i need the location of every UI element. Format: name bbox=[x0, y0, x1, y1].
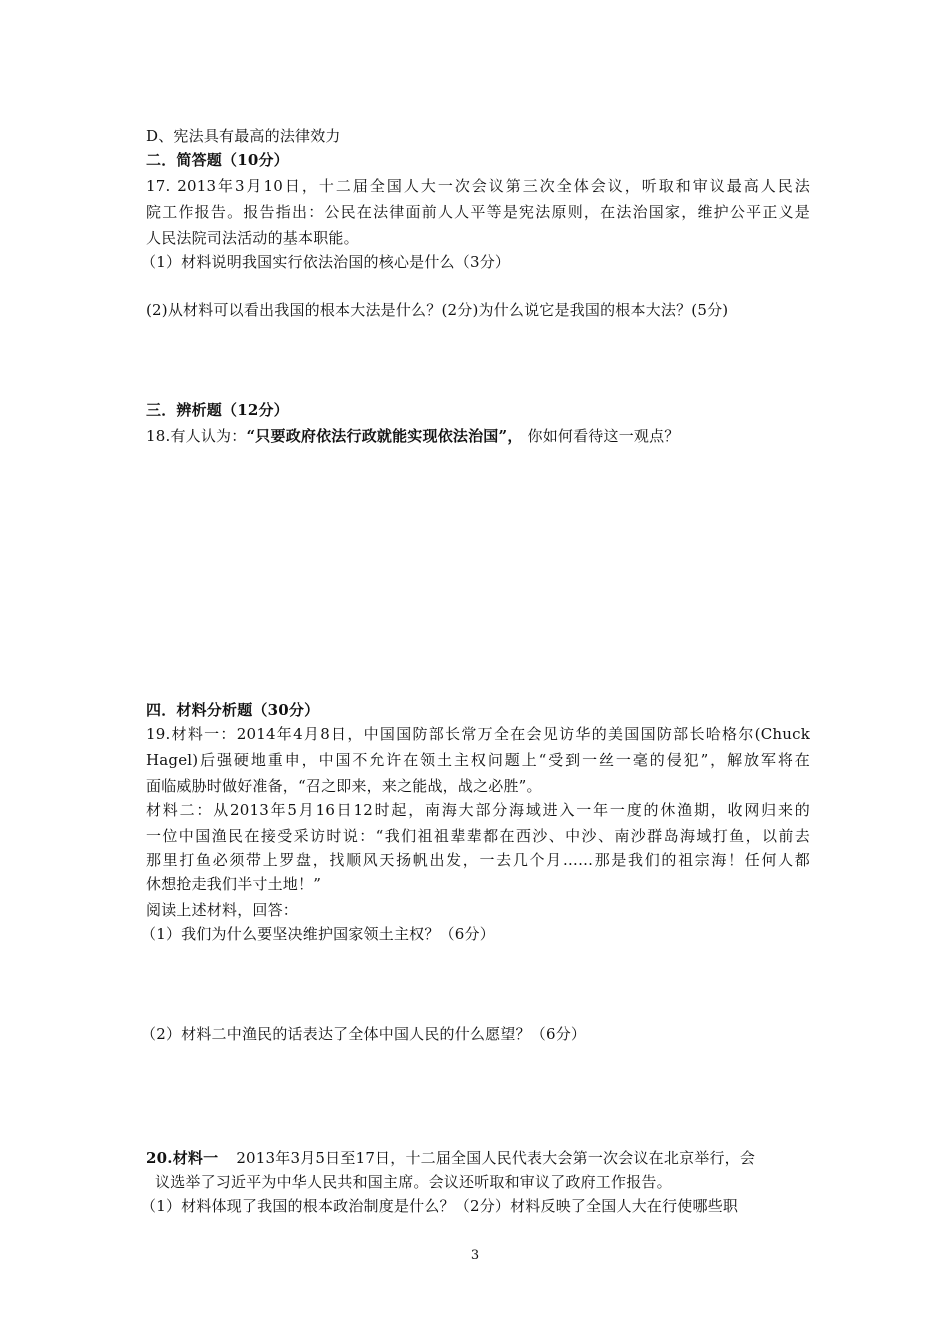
question-19-line-2: Hagel)后强硬地重申，中国不允许在领土主权问题上“受到一丝一毫的侵犯”，解放军将在 bbox=[146, 751, 810, 769]
question-19-line-8: 阅读上述材料，回答： bbox=[146, 901, 299, 919]
question-18 bbox=[146, 424, 810, 448]
question-17-line-1: 17. 2013年3月10日，十二届全国人大一次会议第三次全体会议，听取和审议最高人民法 bbox=[146, 177, 810, 195]
question-17-line-2: 院工作报告。报告指出：公民在法律面前人人平等是宪法原则，在法治国家，维护公平正义是 bbox=[146, 203, 810, 221]
question-20-number: 20. bbox=[146, 1149, 173, 1167]
question-19-line-3: 面临威胁时做好准备，“召之即来，来之能战，战之必胜”。 bbox=[146, 777, 542, 795]
question-19-sub-2: （2）材料二中渔民的话表达了全体中国人民的什么愿望？（6分） bbox=[141, 1025, 587, 1043]
question-18-quote: “只要政府依法行政就能实现依法治国”， bbox=[246, 427, 523, 445]
question-17-sub-2: (2)从材料可以看出我国的根本大法是什么？(2分)为什么说它是我国的根本大法？(5分) bbox=[146, 301, 729, 319]
question-19-line-7: 休想抢走我们半寸土地！” bbox=[146, 875, 322, 893]
question-19-line-6: 那里打鱼必须带上罗盘，找顺风天扬帆出发，一去几个月……那是我们的祖宗海！任何人都 bbox=[146, 851, 810, 869]
question-20-line-2: 议选举了习近平为中华人民共和国主席。会议还听取和审议了政府工作报告。 bbox=[155, 1173, 672, 1191]
question-20-text-1: 2013年3月5日至17日，十二届全国人民代表大会第一次会议在北京举行，会 bbox=[236, 1149, 756, 1167]
question-18-prefix: 18.有人认为： bbox=[146, 427, 247, 445]
section-heading-material: 四．材料分析题（30分） bbox=[146, 701, 320, 719]
question-20-line-1 bbox=[146, 1146, 810, 1170]
option-d: D、宪法具有最高的法律效力 bbox=[146, 127, 341, 145]
question-17-sub-1: （1）材料说明我国实行依法治国的核心是什么（3分） bbox=[141, 253, 511, 271]
question-20-sub-1: （1）材料体现了我国的根本政治制度是什么？（2分）材料反映了全国人大在行使哪些职 bbox=[141, 1197, 739, 1215]
question-19-line-5: 一位中国渔民在接受采访时说：“我们祖祖辈辈都在西沙、中沙、南沙群岛海域打鱼，以前去 bbox=[146, 827, 810, 845]
page-number: 3 bbox=[470, 1248, 480, 1263]
question-19-line-1: 19.材料一：2014年4月8日，中国国防部长常万全在会见访华的美国国防部长哈格尔(Chuck bbox=[146, 725, 810, 743]
question-20-material-label: 材料一 bbox=[172, 1149, 219, 1167]
question-18-suffix: 你如何看待这一观点？ bbox=[527, 427, 680, 445]
section-heading-short-answer: 二．简答题（10分） bbox=[146, 151, 289, 169]
question-19-line-4: 材料二：从2013年5月16日12时起，南海大部分海域进入一年一度的休渔期，收网归来的 bbox=[146, 801, 810, 819]
question-19-sub-1: （1）我们为什么要坚决维护国家领土主权？（6分） bbox=[141, 925, 495, 943]
question-17-line-3: 人民法院司法活动的基本职能。 bbox=[146, 229, 359, 247]
section-heading-analysis: 三．辨析题（12分） bbox=[146, 401, 289, 419]
